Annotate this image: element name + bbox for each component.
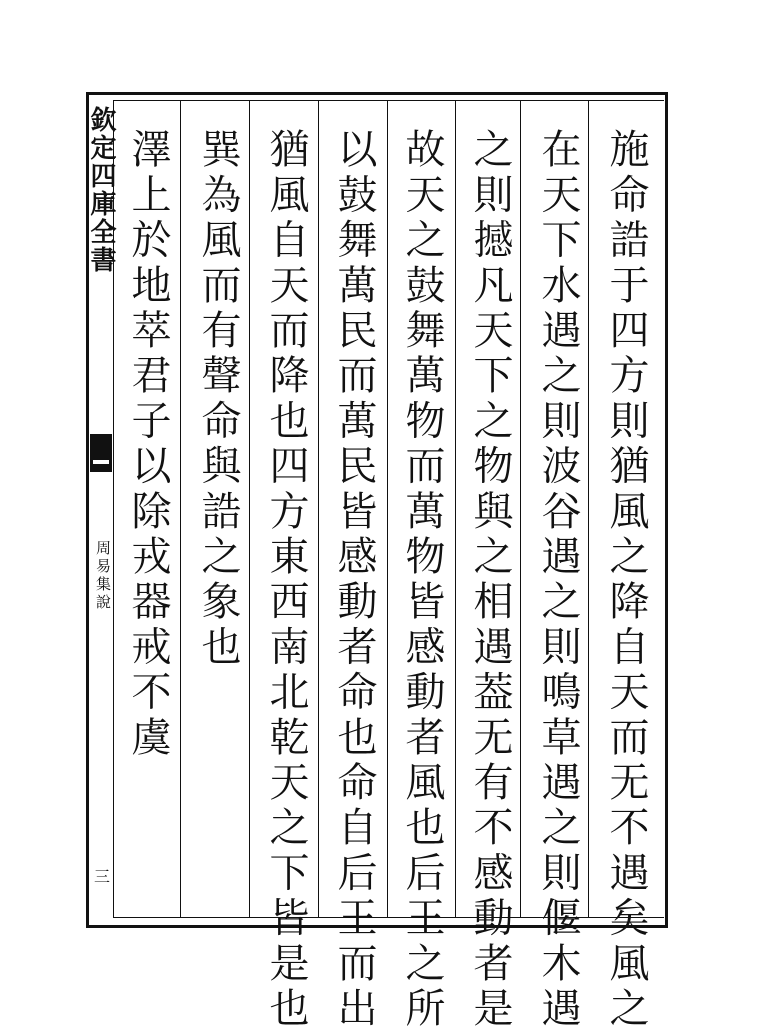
text-column-5: 以鼓舞萬民而萬民皆感動者命也命自后王而出: [331, 128, 377, 1032]
fishtail-mark: [90, 434, 112, 472]
text-column-4: 故天之鼓舞萬物而萬物皆感動者風也后王之所: [399, 128, 445, 1032]
column-rule: [180, 100, 181, 918]
column-rule: [455, 100, 456, 918]
column-rule: [387, 100, 388, 918]
column-rule: [520, 100, 521, 918]
text-column-6: 猶風自天而降也四方東西南北乾天之下皆是也: [263, 128, 309, 1032]
margin-column: [88, 100, 114, 918]
column-rule: [588, 100, 589, 918]
column-rule: [318, 100, 319, 918]
text-column-1: 施命誥于四方則猶風之降自天而无不遇矣風之: [603, 128, 649, 1032]
column-rule: [249, 100, 250, 918]
text-column-7: 巽為風而有聲命與誥之象也: [195, 128, 241, 671]
book-title: 欽定四庫全書: [86, 106, 116, 274]
chapter-title: 周易集說: [94, 540, 112, 612]
text-column-3: 之則撼凡天下之物與之相遇葢无有不感動者是: [467, 128, 513, 1032]
page-number: 三: [93, 867, 110, 886]
text-column-8: 澤上於地萃君子以除戎器戒不虞: [125, 128, 171, 761]
text-column-2: 在天下水遇之則波谷遇之則鳴草遇之則偃木遇: [535, 128, 581, 1032]
